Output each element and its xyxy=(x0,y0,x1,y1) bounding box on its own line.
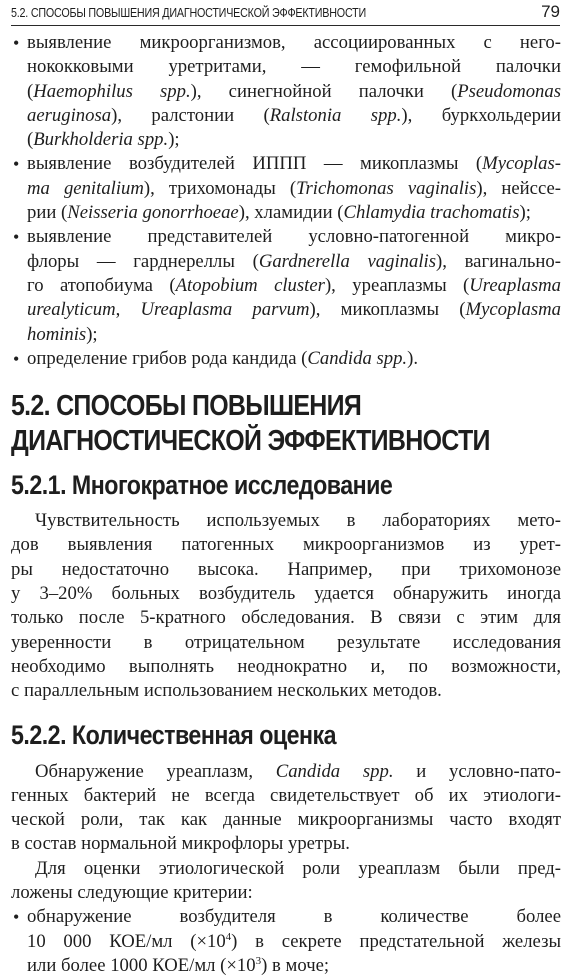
exponent: 4 xyxy=(225,930,232,943)
paragraph-line: Чувствительность используемых в лабораториях мето- xyxy=(35,510,561,532)
list-item-line: urealyticum, Ureaplasma parvum), микоплазмы (Mycoplasma xyxy=(27,299,561,321)
running-title: 5.2. СПОСОБЫ ПОВЫШЕНИЯ ДИАГНОСТИЧЕСКОЙ ЭФФЕКТИВНОСТИ xyxy=(11,6,367,20)
paragraph-criteria-intro xyxy=(11,857,561,906)
list-item-line: (Haemophilus spp.), синегнойной палочки (Pseudomonas xyxy=(27,80,562,102)
paragraph-line: в состав нормальной микрофлоры уретры. xyxy=(11,833,350,855)
paragraph-normal-flora xyxy=(11,760,561,857)
criterion-line xyxy=(27,954,561,978)
criterion-text: или более 1000 КОЕ/мл (×10 xyxy=(27,954,256,976)
list-item-line: флоры — гарднереллы (Gardnerella vaginalis), вагинально- xyxy=(27,250,561,272)
list-item xyxy=(11,31,561,152)
criterion-text: 10 000 КОЕ/мл (×10 xyxy=(27,930,226,952)
paragraph-line: необходимо выполнять неоднократно и, по возможности, xyxy=(11,655,561,677)
list-item-line: • определение грибов рода кандида (Candida spp.). xyxy=(27,347,418,369)
list-item-line: нококковыми уретритами, — гемофильной палочки xyxy=(27,56,561,78)
list-item-line: (Burkholderia spp.); xyxy=(27,129,180,151)
page-number: 79 xyxy=(541,2,560,21)
paragraph-line: только после 5-кратного обследования. В связи с этим для xyxy=(11,607,561,629)
exponent: 3 xyxy=(255,954,262,967)
running-header xyxy=(11,3,560,26)
pathogen-list xyxy=(11,31,561,371)
criterion-text: ) в моче; xyxy=(261,954,330,976)
list-item-line: • выявление возбудителей ИППП — микоплазмы (Mycoplas- xyxy=(27,153,561,175)
paragraph-line: уверенности в отрицательном результате исследования xyxy=(11,631,561,653)
list-item-line: • выявление микроорганизмов, ассоциированных с него- xyxy=(27,32,561,53)
section-title-line-1: 5.2. СПОСОБЫ ПОВЫШЕНИЯ xyxy=(11,390,362,423)
list-item-line: рии (Neisseria gonorrhoeae), хламидии (Chlamydia trachomatis); xyxy=(27,202,531,224)
page-content xyxy=(11,31,561,978)
paragraph-repeated-testing xyxy=(11,509,561,703)
list-item-line: aeruginosa), ралстонии (Ralstonia spp.), буркхольдерии xyxy=(27,104,561,126)
criterion-item xyxy=(11,905,561,978)
paragraph-line: ческой роли, так как данные микроорганизмы часто входят xyxy=(11,809,561,831)
list-item-line: го атопобиума (Atopobium cluster), уреаплазмы (Ureaplasma xyxy=(27,274,561,296)
paragraph-line: ры недостаточно высока. Например, при трихомонозе xyxy=(11,558,561,580)
paragraph-line: Обнаружение уреаплазм, Candida spp. и условно-пато- xyxy=(35,760,562,782)
criterion-line xyxy=(27,930,561,954)
list-item-line: hominis); xyxy=(27,323,98,345)
subsection-title-repeated-testing: 5.2.1. Многократное исследование xyxy=(11,470,393,501)
paragraph-line: ложены следующие критерии: xyxy=(11,882,253,904)
criteria-list xyxy=(11,905,561,978)
criterion-line: • обнаружение возбудителя в количестве более xyxy=(27,906,561,928)
list-item xyxy=(11,225,561,346)
list-item xyxy=(11,347,561,371)
paragraph-line: дов выявления патогенных микроорганизмов из урет- xyxy=(11,534,561,556)
list-item xyxy=(11,152,561,225)
list-item-line: ma genitalium), трихомонады (Trichomonas vaginalis), нейссе- xyxy=(27,177,561,199)
list-item-line: • выявление представителей условно-патогенной микро- xyxy=(27,226,561,248)
subsection-title-quantitative-assessment: 5.2.2. Количественная оценка xyxy=(11,719,337,750)
section-title-line-2: ДИАГНОСТИЧЕСКОЙ ЭФФЕКТИВНОСТИ xyxy=(11,425,490,458)
paragraph-line: генных бактерий не всегда свидетельствует об их этиологи- xyxy=(11,784,561,806)
paragraph-line: Для оценки этиологической роли уреаплазм были пред- xyxy=(35,857,561,879)
paragraph-line: с параллельным использованием нескольких методов. xyxy=(11,680,442,702)
paragraph-line: у 3–20% больных возбудитель удается обнаружить иногда xyxy=(11,583,561,605)
criterion-text: ) в секрете предстательной железы xyxy=(231,930,562,952)
